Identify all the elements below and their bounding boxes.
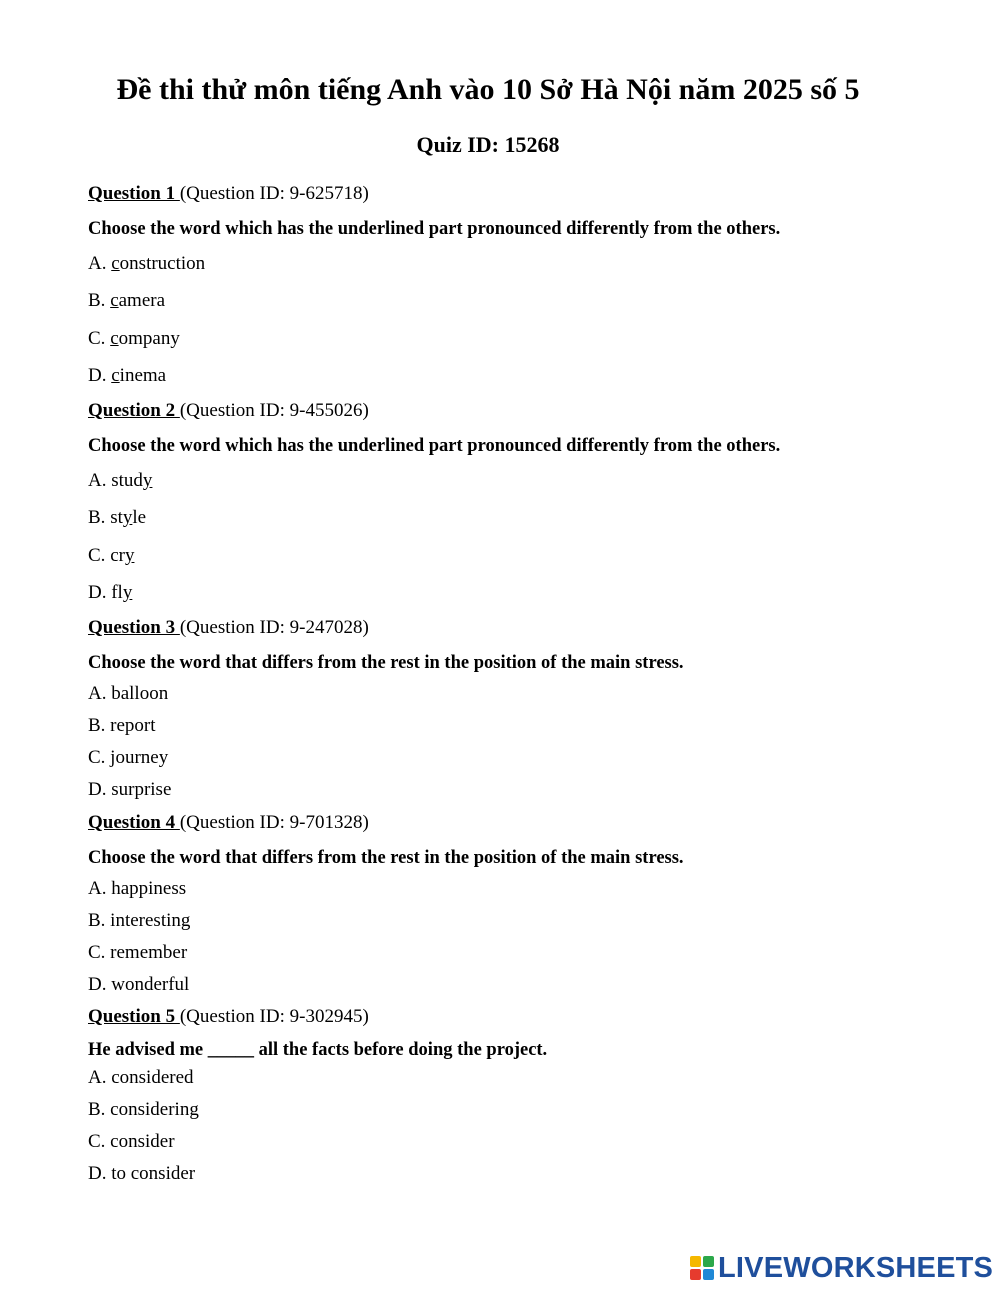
question-2-prompt: Choose the word which has the underlined part pronounced differently from the others. xyxy=(88,436,781,456)
question-2-header xyxy=(88,399,369,423)
question-4-option-a[interactable]: A. happiness xyxy=(88,878,187,899)
question-id: (Question ID: 9-625718) xyxy=(179,183,369,204)
question-5-prompt: He advised me _____ all the facts before doing the project. xyxy=(88,1040,548,1060)
logo-text: LIVEWORKSHEETS xyxy=(718,1251,994,1284)
question-1-option-a[interactable]: A. construction xyxy=(88,253,206,274)
question-3-option-b[interactable]: B. report xyxy=(88,715,156,736)
question-label: Question 2 xyxy=(88,400,180,421)
question-3-option-c[interactable]: C. journey xyxy=(88,747,169,768)
question-1-option-c[interactable]: C. company xyxy=(88,328,180,349)
question-id: (Question ID: 9-701328) xyxy=(179,812,369,833)
question-5-option-b[interactable]: B. considering xyxy=(88,1099,199,1120)
question-1-header xyxy=(88,182,369,206)
question-3-option-d[interactable]: D. surprise xyxy=(88,779,172,800)
question-label: Question 5 xyxy=(88,1006,180,1027)
question-3-prompt: Choose the word that differs from the rest in the position of the main stress. xyxy=(88,653,684,673)
question-id: (Question ID: 9-247028) xyxy=(179,617,369,638)
question-id: (Question ID: 9-455026) xyxy=(179,400,369,421)
page-title: Đề thi thử môn tiếng Anh vào 10 Sở Hà Nội năm 2025 số 5 xyxy=(116,73,860,106)
question-2-option-a[interactable]: A. study xyxy=(88,470,153,491)
question-4-header xyxy=(88,811,369,835)
question-3-header xyxy=(88,616,369,640)
question-5-option-a[interactable]: A. considered xyxy=(88,1067,194,1088)
question-id: (Question ID: 9-302945) xyxy=(179,1006,369,1027)
question-1-option-d[interactable]: D. cinema xyxy=(88,365,167,386)
liveworksheets-mark-icon xyxy=(690,1256,714,1280)
question-2-option-d[interactable]: D. fly xyxy=(88,582,133,603)
question-1-prompt: Choose the word which has the underlined part pronounced differently from the others. xyxy=(88,219,781,239)
question-4-option-d[interactable]: D. wonderful xyxy=(88,974,190,995)
question-4-prompt: Choose the word that differs from the rest in the position of the main stress. xyxy=(88,848,684,868)
question-label: Question 3 xyxy=(88,617,180,638)
question-4-option-b[interactable]: B. interesting xyxy=(88,910,191,931)
question-label: Question 1 xyxy=(88,183,180,204)
question-1-option-b[interactable]: B. camera xyxy=(88,290,166,311)
question-5-option-c[interactable]: C. consider xyxy=(88,1131,175,1152)
question-4-option-c[interactable]: C. remember xyxy=(88,942,188,963)
liveworksheets-logo xyxy=(690,1252,993,1284)
quiz-id: Quiz ID: 15268 xyxy=(416,132,560,157)
question-5-option-d[interactable]: D. to consider xyxy=(88,1163,196,1184)
question-5-header xyxy=(88,1005,369,1029)
question-3-option-a[interactable]: A. balloon xyxy=(88,683,169,704)
question-2-option-c[interactable]: C. cry xyxy=(88,545,135,566)
question-label: Question 4 xyxy=(88,812,180,833)
question-2-option-b[interactable]: B. style xyxy=(88,507,147,528)
